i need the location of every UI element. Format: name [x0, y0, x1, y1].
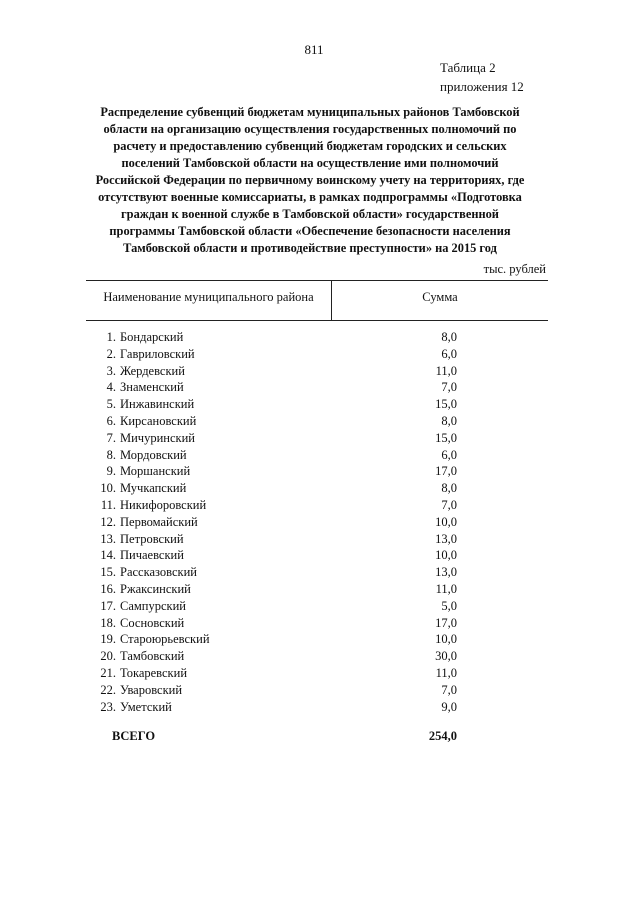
- table-row: [0, 379, 640, 396]
- table-row: [0, 329, 640, 346]
- row-number: 17.: [100, 598, 116, 613]
- row-value: 13,0: [435, 531, 457, 546]
- district-name: Моршанский: [120, 464, 191, 479]
- row-number: 1.: [106, 330, 116, 344]
- table-reference: [440, 58, 524, 96]
- district-name: Мордовский: [120, 447, 187, 462]
- total-label: ВСЕГО: [112, 729, 156, 743]
- row-value: 7,0: [441, 497, 457, 512]
- district-name: Жердевский: [120, 363, 185, 378]
- table-row: [0, 547, 640, 564]
- table-row: [0, 396, 640, 413]
- title-line: области на организацию осуществления государственных полномочий по: [103, 122, 517, 136]
- row-value: 8,0: [441, 413, 457, 428]
- district-name: Сампурский: [120, 598, 186, 613]
- row-number: 19.: [100, 632, 116, 647]
- district-name: Кирсановский: [120, 413, 197, 428]
- row-value: 9,0: [441, 699, 457, 714]
- row-value: 7,0: [441, 380, 457, 395]
- page-number: 811: [304, 42, 324, 57]
- table-row: [0, 648, 640, 665]
- row-value: 11,0: [435, 363, 457, 378]
- row-value: 17,0: [435, 464, 457, 479]
- row-number: 14.: [100, 548, 116, 563]
- row-value: 15,0: [435, 397, 457, 412]
- district-name: Инжавинский: [120, 397, 195, 412]
- row-value: 11,0: [435, 581, 457, 596]
- table-row: [0, 447, 640, 464]
- table-row: [0, 413, 640, 430]
- district-name: Токаревский: [120, 665, 188, 680]
- district-name: Никифоровский: [120, 497, 207, 512]
- row-value: 6,0: [441, 447, 457, 462]
- district-name: Мичуринский: [120, 430, 195, 445]
- title-line: Тамбовской области и противодействие преступности» на 2015 год: [123, 241, 497, 255]
- table-row: [0, 598, 640, 615]
- table-row: [0, 665, 640, 682]
- district-name: Уметский: [120, 699, 172, 714]
- district-name: Ржаксинский: [120, 581, 191, 596]
- row-number: 5.: [106, 397, 116, 412]
- title-line: граждан к военной службе в Тамбовской области» государственной: [121, 207, 499, 221]
- row-value: 6,0: [441, 346, 457, 361]
- row-value: 8,0: [441, 330, 457, 344]
- row-number: 10.: [100, 481, 116, 496]
- table-reference-line: Таблица 2: [440, 60, 496, 75]
- table-row: [0, 631, 640, 648]
- row-value: 11,0: [435, 665, 457, 680]
- district-name: Первомайский: [120, 514, 198, 529]
- district-name: Сосновский: [120, 615, 185, 630]
- district-name: Петровский: [120, 531, 184, 546]
- district-name: Бондарский: [120, 330, 184, 344]
- row-number: 7.: [106, 430, 116, 445]
- district-name: Мучкапский: [120, 481, 187, 496]
- row-value: 10,0: [435, 632, 457, 647]
- header-name: Наименование муниципального района: [103, 290, 314, 304]
- district-name: Уваровский: [120, 682, 183, 697]
- row-number: 20.: [100, 649, 116, 664]
- row-number: 18.: [100, 615, 116, 630]
- district-name: Знаменский: [120, 380, 184, 395]
- row-value: 10,0: [435, 548, 457, 563]
- document-title: [84, 104, 536, 257]
- table-body: [0, 329, 640, 715]
- table-row: [0, 346, 640, 363]
- row-number: 4.: [106, 380, 116, 395]
- header-sum: Сумма: [422, 290, 458, 304]
- row-number: 22.: [100, 682, 116, 697]
- row-value: 17,0: [435, 615, 457, 630]
- row-number: 13.: [100, 531, 116, 546]
- table-row: [0, 564, 640, 581]
- district-name: Староюрьевский: [120, 632, 210, 647]
- row-number: 12.: [100, 514, 116, 529]
- table-reference-line: приложения 12: [440, 79, 524, 94]
- row-value: 8,0: [441, 481, 457, 496]
- table-row: [0, 363, 640, 380]
- header-bottom-rule: [86, 320, 548, 321]
- table-row: [0, 514, 640, 531]
- row-value: 30,0: [435, 649, 457, 664]
- row-number: 9.: [106, 464, 116, 479]
- row-number: 3.: [106, 363, 116, 378]
- row-number: 15.: [100, 565, 116, 580]
- row-value: 13,0: [435, 565, 457, 580]
- row-number: 21.: [100, 665, 116, 680]
- row-number: 8.: [106, 447, 116, 462]
- row-number: 23.: [100, 699, 116, 714]
- district-name: Гавриловский: [120, 346, 195, 361]
- title-line: отсутствуют военные комиссариаты, в рамках подпрограммы «Подготовка: [98, 190, 522, 204]
- row-value: 5,0: [441, 598, 457, 613]
- table-row: [0, 430, 640, 447]
- table-row: [0, 463, 640, 480]
- row-number: 6.: [106, 413, 116, 428]
- district-name: Тамбовский: [120, 649, 185, 664]
- table-row: [0, 480, 640, 497]
- row-value: 10,0: [435, 514, 457, 529]
- total-value: 254,0: [428, 729, 457, 743]
- table-row: [0, 497, 640, 514]
- title-line: расчету и предоставлению субвенций бюджетам городских и сельских: [113, 139, 507, 153]
- table-top-rule: [86, 280, 548, 281]
- table-row: [0, 699, 640, 716]
- row-number: 11.: [100, 497, 116, 512]
- row-number: 2.: [106, 346, 116, 361]
- table-row: [0, 581, 640, 598]
- title-line: Российской Федерации по первичному воинскому учету на территориях, где: [95, 173, 525, 187]
- row-value: 7,0: [441, 682, 457, 697]
- title-line: поселений Тамбовской области на осуществление ими полномочий: [121, 156, 499, 170]
- title-line: программы Тамбовской области «Обеспечение безопасности населения: [109, 224, 511, 238]
- table-row: [0, 531, 640, 548]
- district-name: Пичаевский: [120, 548, 184, 563]
- row-number: 16.: [100, 581, 116, 596]
- units-label: тыс. рублей: [483, 262, 546, 276]
- row-value: 15,0: [435, 430, 457, 445]
- table-row: [0, 615, 640, 632]
- table-row: [0, 682, 640, 699]
- title-line: Распределение субвенций бюджетам муниципальных районов Тамбовской: [100, 105, 520, 119]
- district-name: Рассказовский: [120, 565, 197, 580]
